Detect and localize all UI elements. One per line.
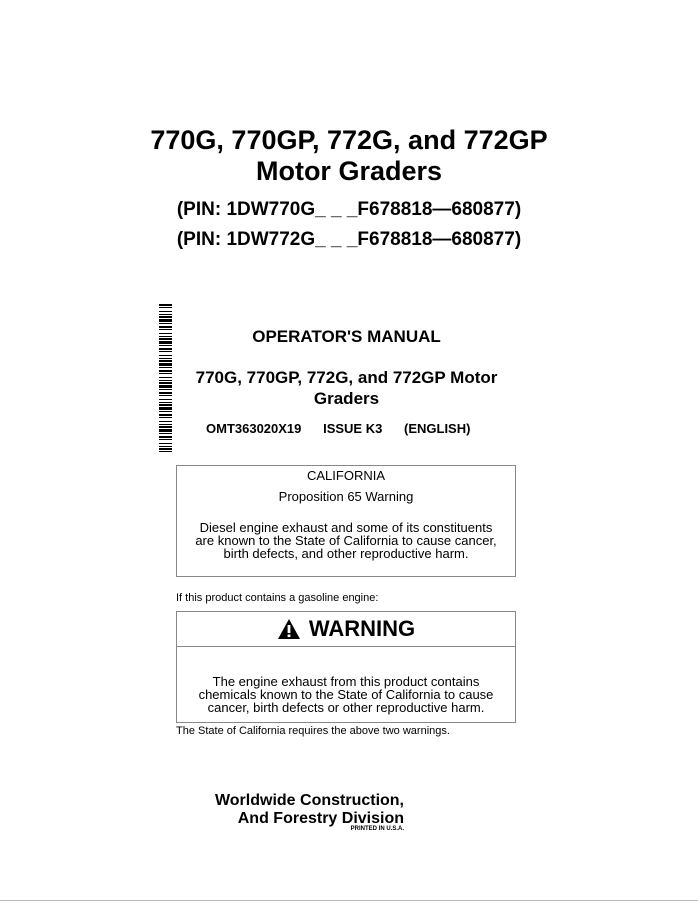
title-line-2: Motor Graders xyxy=(255,156,443,186)
pin-line-2: (PIN: 1DW772G_ _ _F678818—680877) xyxy=(176,229,522,250)
california-body-line-1: Diesel engine exhaust and some of its constituents xyxy=(199,520,493,535)
california-body xyxy=(177,521,515,560)
document-title xyxy=(0,125,698,187)
manual-subtitle xyxy=(180,367,513,409)
california-warning-box xyxy=(176,465,516,577)
manual-code: OMT363020X19 xyxy=(206,421,302,436)
page-bottom-rule xyxy=(0,900,698,901)
manual-language: (ENGLISH) xyxy=(404,421,471,436)
warning-header xyxy=(177,612,515,647)
manual-code-row xyxy=(206,421,470,436)
warning-body-line-3: cancer, birth defects or other reproductive harm. xyxy=(207,700,485,715)
division-name xyxy=(150,792,404,828)
warning-body xyxy=(177,675,515,714)
warning-triangle-icon xyxy=(277,618,301,640)
warning-body-line-2: chemicals known to the State of California to cause xyxy=(198,687,494,702)
warning-heading: WARNING xyxy=(308,616,416,641)
barcode xyxy=(159,304,172,452)
printed-in-usa: PRINTED IN U.S.A. xyxy=(350,826,404,832)
gasoline-warning-box xyxy=(176,611,516,723)
manual-heading: OPERATOR'S MANUAL xyxy=(252,327,441,346)
california-subheading: Proposition 65 Warning xyxy=(278,489,414,504)
california-body-line-2: are known to the State of California to cause cancer, xyxy=(195,533,497,548)
division-line-2: And Forestry Division xyxy=(237,810,404,827)
california-heading: CALIFORNIA xyxy=(306,468,385,483)
manual-subtitle-line-2: Graders xyxy=(313,389,380,408)
manual-issue: ISSUE K3 xyxy=(323,421,383,436)
state-note: The State of California requires the above two warnings. xyxy=(176,725,450,737)
division-line-1: Worldwide Construction, xyxy=(214,792,404,809)
warning-body-line-1: The engine exhaust from this product contains xyxy=(212,674,480,689)
california-body-line-3: birth defects, and other reproductive harm. xyxy=(223,546,469,561)
manual-subtitle-line-1: 770G, 770GP, 772G, and 772GP Motor xyxy=(195,368,498,387)
gasoline-note: If this product contains a gasoline engine: xyxy=(176,592,379,604)
pin-line-1: (PIN: 1DW770G_ _ _F678818—680877) xyxy=(176,199,522,220)
title-line-1: 770G, 770GP, 772G, and 772GP xyxy=(150,125,548,155)
